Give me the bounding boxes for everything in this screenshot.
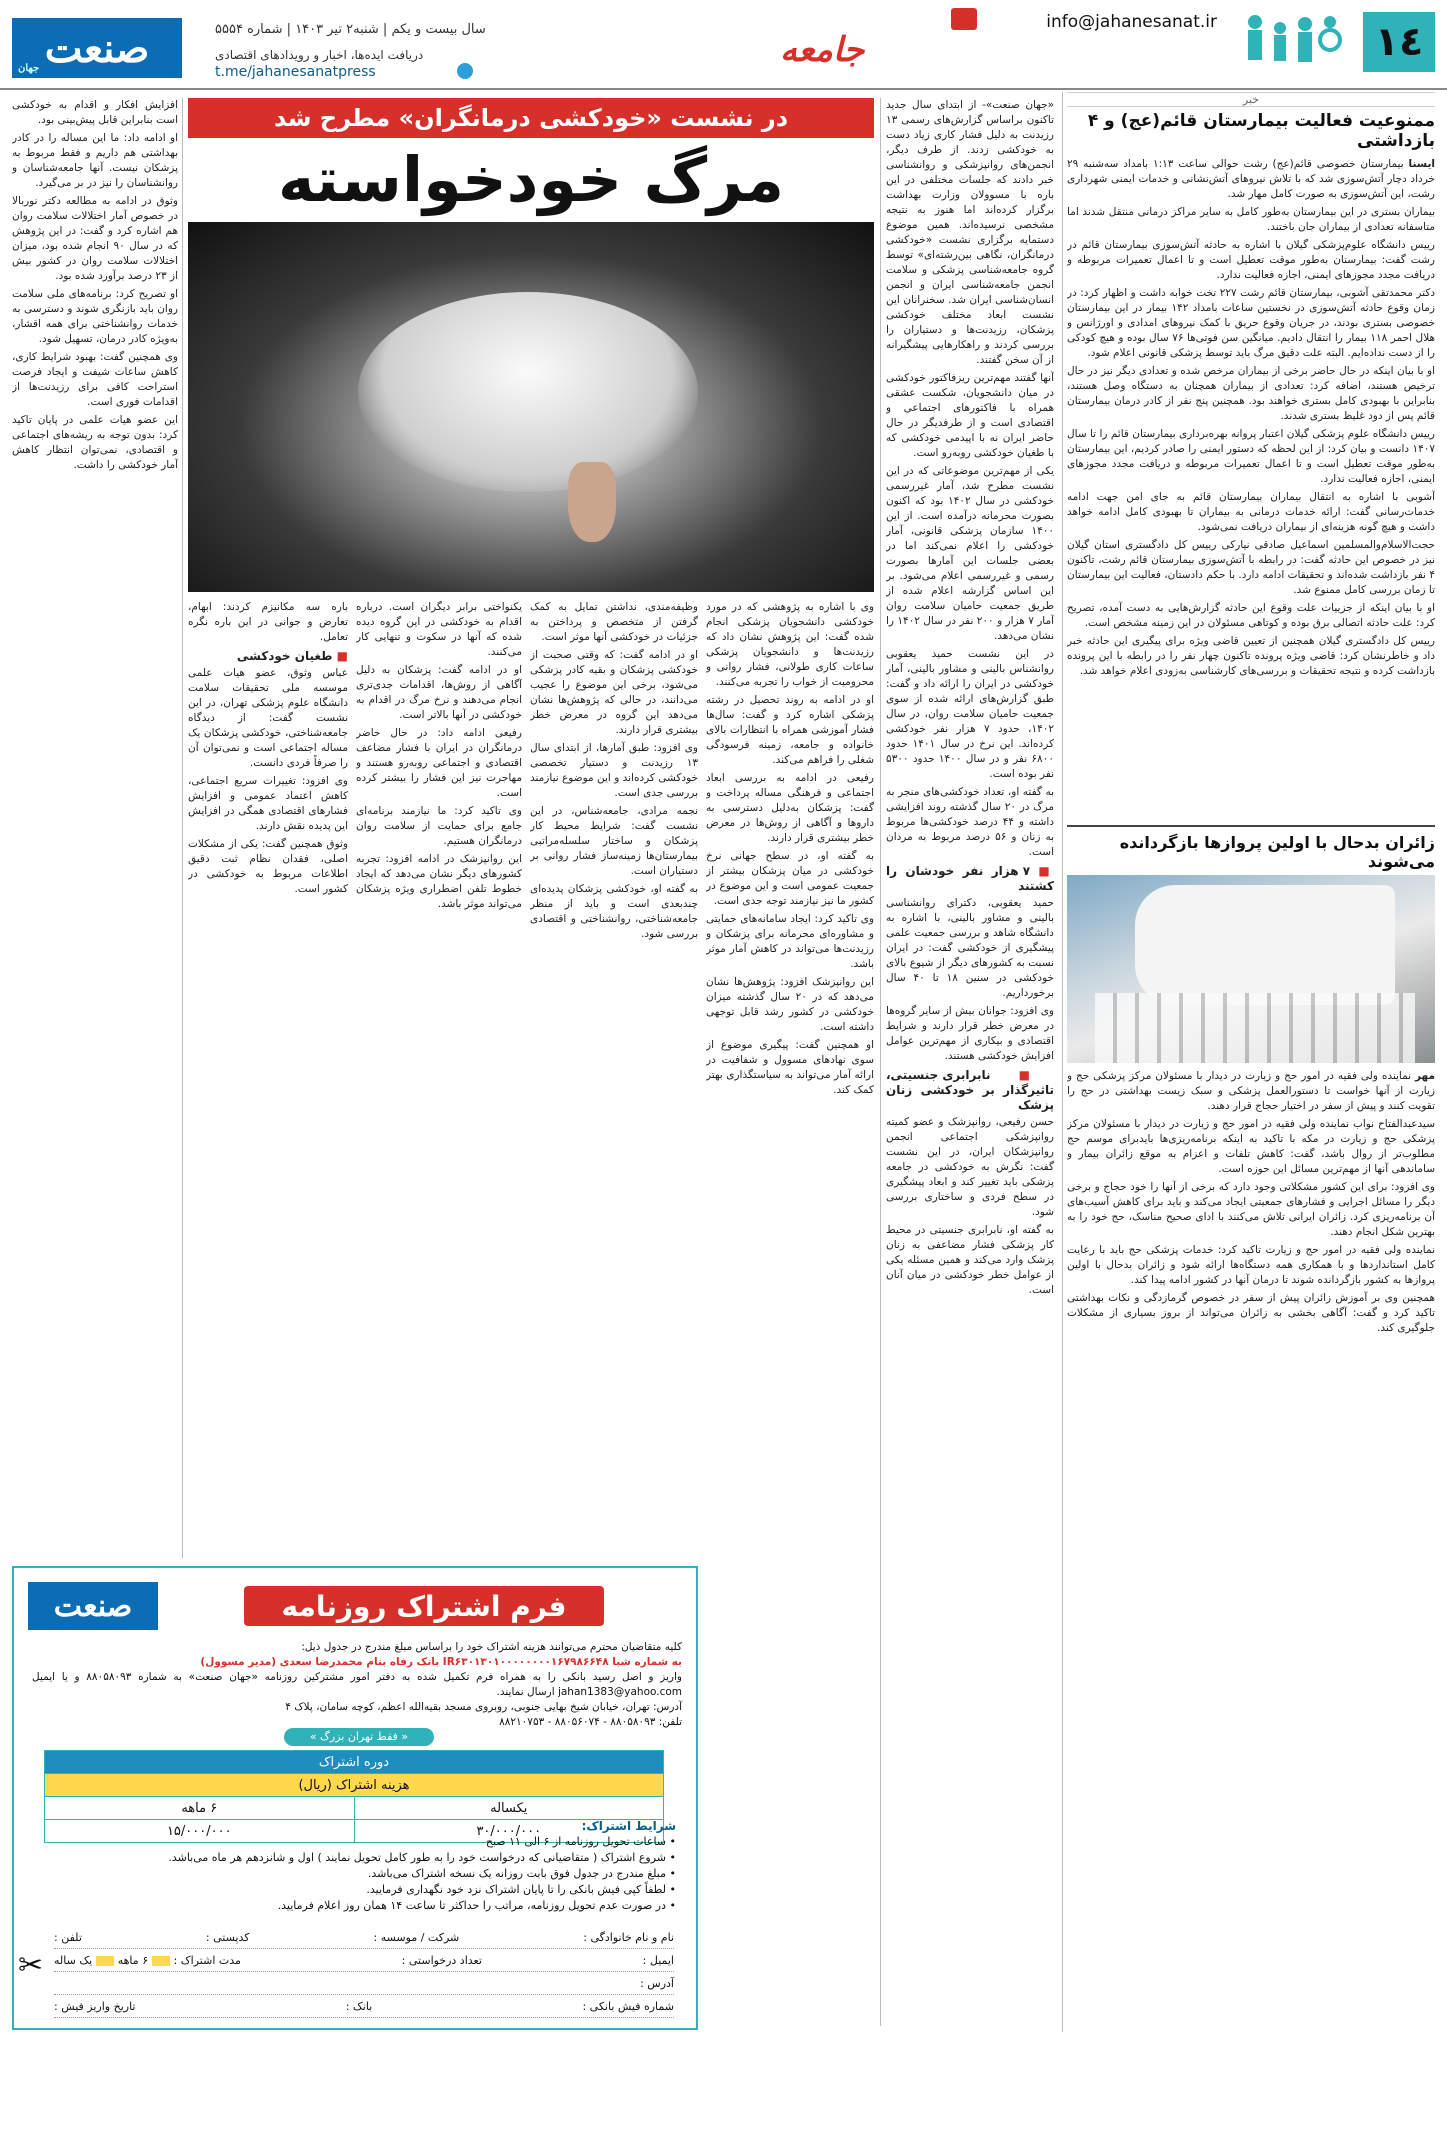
period-field: مدت اشتراک : ۶ ماهه یک ساله [54,1953,241,1967]
issue-line: سال بیست و یکم | شنبه۲ تیر ۱۴۰۳ | شماره ۵۵۵۴ [215,22,486,37]
column-divider [182,98,183,1558]
six-month-checkbox[interactable] [152,1956,170,1966]
price-six: ۱۵/۰۰۰/۰۰۰ [45,1820,355,1843]
price-year: ۳۰/۰۰۰/۰۰۰ [354,1820,664,1843]
story-photo [188,222,874,592]
news1-title: ممنوعیت فعالیت بیمارستان قائم(عج) و ۴ بازداشتی [1087,111,1435,151]
story-kicker: در نشست «خودکشی درمانگران» مطرح شد [188,98,874,138]
column-divider [1062,92,1063,2032]
bank-field[interactable]: بانک : [345,1999,373,2013]
receipt-field[interactable]: شماره فیش بانکی : [582,1999,674,2013]
scissors-icon: ✂ [18,1948,44,1983]
email-field[interactable]: ایمیل : [642,1953,674,1967]
page-header [0,0,1447,90]
news2-body: مهر نماینده ولی فقیه در امور حج و زیارت در دیدار با مسئولان مرکز پزشکی حج و زیارت از آنها خواست تا دستورالعمل پزشکی و سبک زیست بهداشتی در حج را تقویت کنند و پیش از سفر در اختیار حجاج قرار دهند. سیدعبدالفتاح نواب نماینده ولی فقیه در امور حج و زیارت در دیدار با مسئولان مرکز پزشکی حج و زیارت در مکه با تاکید به اینکه برنامه‌ریزی‌ها بایدبرای موسم حج مطلوب‌تر از روال باشد، گفت: کاهش تلفات و اعزام به موقع زائران بیمار و ساماندهی آنها از مهم‌ترین مسائل این حوزه است. وی افزود: برای این کشور مشکلاتی وجود دارد که برخی از آنها را خود حجاج و برخی دیگر را مسائل اجرایی و فشارهای جمعیتی ایجاد می‌کند و باید برای کاهش آسیب‌های آن برنامه‌ریزی کرد. زائران ایرانی تلاش می‌کنند با ادای صحیح مناسک، حج خود را به بهترین شکل انجام دهند. نماینده ولی فقیه در امور حج و زیارت تاکید کرد: خدمات پزشکی حج باید با رعایت کامل استانداردها و با همکاری همه دستگاه‌ها ارائه شود و زائران بدحال با اولین پروازها به کشور بازگردانده شوند تا درمان آنها در کشور ادامه پیدا کند. همچنین وی بر آموزش زائران پیش از سفر در خصوص گرمازدگی و نکات بهداشتی تاکید کرد و گفت: آگاهی بخشی به زائران می‌تواند از بروز بسیاری از مشکلات جلوگیری کند. [1067,1070,1435,1334]
tehran-only-label: « فقط تهران بزرگ » [284,1728,434,1746]
subhead-gender: ■ نابرابری جنسیتی، تاثیرگذار بر خودکشی زنان پزشک [886,1068,1054,1113]
section-title: جامعه [780,30,865,70]
count-field[interactable]: تعداد درخواستی : [401,1953,482,1967]
news1-body: ایسنا بیمارستان خصوصی قائم(عج) رشت حوالی ساعت ۱:۱۳ بامداد سه‌شنبه ۲۹ خرداد دچار آتش‌سوزی شد که با تلاش نیروهای آتش‌نشانی و خدمات ایمنی شهرداری رشت، این آتش‌سوزی به صورت کامل مهار شد. بیماران بستری در این بیمارستان به‌طور کامل به سایر مراکز درمانی منتقل شدند اما متاسفانه تعدادی از بیماران جان باختند. رییس دانشگاه علوم‌پزشکی گیلان با اشاره به حادثه آتش‌سوزی بیمارستان قائم در رشت گفت: بیمارستان به‌طور موقت تعطیل است و تا اعمال تعمیرات مربوطه و دریافت مجدد مجوزهای ایمنی، اجازه فعالیت ندارد. دکتر محمدتقی آشوبی، بیمارستان قائم رشت ۲۲۷ تخت خوابه داشت و اظهار کرد: در زمان وقوع حادثه آتش‌سوزی در نخستین ساعات بامداد ۱۴۲ بیمار در این بیمارستان خصوصی بستری بودند، در جریان وقوع حریق با کمک نیروهای امدادی و اورژانس و هلال احمر ۱۱۸ بیمار را انتقال دادیم. میانگین سن فوتی‌ها ۷۶ سال بوده و هیچ کودکی را از دست نداده‌ایم. البته علت دقیق مرگ باید توسط پزشکی قانونی اعلام شود. او با بیان اینکه در حال حاضر برخی از بیماران مرخص شده و تعدادی دیگر نیز در حال ترخیص هستند، اضافه کرد: تعدادی از بیماران همچنان به دستگاه وصل هستند، بنابراین با بهبودی کامل بستری خواهند بود. همچنین پنج نفر از کادر درمان بیمارستان قائم پس از دود غلیظ بستری شدند. رییس دانشگاه علوم پزشکی گیلان اعتبار پروانه بهره‌برداری بیمارستان قائم را تا سال ۱۴۰۷ دانست و بیان کرد: از این لحظه که دستور ایمنی را صادر کردیم، این بیمارستان به‌طور موقت تعطیل است و تا اعمال تعمیرات مربوطه و دریافت مجدد مجوزهای ایمنی، اجازه فعالیت ندارد. آشوبی با اشاره به انتقال بیماران بیمارستان قائم به جای امن جهت ادامه خدمات‌رسانی گفت: ارائه خدمات درمانی به بیماران تا بهبودی کامل ادامه خواهد داشت و هیچ گونه هزینه‌ای از بیماران دریافت نمی‌شود. حجت‌الاسلام‌والمسلمین اسماعیل صادقی نیارکی رییس کل دادگستری استان گیلان نیز در خصوص این حادثه گفت: در رابطه با آتش‌سوزی بیمارستان قائم رشت، تاکنون ۴ نفر بازداشت شده‌اند و تحقیقات ادامه دارد. با حکم دادستان، فعالیت این بیمارستان تا زمان بررسی کامل ممنوع شد. او با بیان اینکه از جزییات علت وقوع این حادثه گزارش‌هایی به دست آمده، تصریح کرد: علت حادثه اتصالی برق بوده و کوتاهی مسئولان در این زمینه مشخص است. رییس کل دادگستری گیلان همچنین از تعیین قاضی ویژه برای پیگیری این حادثه خبر داد و خاطرنشان کرد: قاضی ویژه پرونده تاکنون چهار نفر را در رابطه با این پرونده بازداشت کرده و نتیجه تحقیقات و بررسی‌های کارشناسی به‌زودی اعلام خواهد شد. [1067,158,1435,677]
phone-field[interactable]: تلفن : [54,1930,82,1944]
postal-code-field[interactable]: کدپستی : [205,1930,250,1944]
period-year: یکساله [354,1797,664,1820]
story-column-4: یکنواختی برابر دیگران است. درباره اقدام به خودکشی در این گروه دیده شده که آنها در سکوت و تنهایی کار می‌کنند. او در ادامه گفت: پزشکان به دلیل آگاهی از روش‌ها، اقدامات جدی‌تری انجام می‌دهند و نرخ مرگ در اقدام به خودکشی در آنها بالاتر است. رفیعی ادامه داد: در حال حاضر درمانگران در ایران با فشار مضاعف اقتصادی و اجتماعی روبه‌رو هستند و مهاجرت نیز این فشار را بیشتر کرده است. وی تاکید کرد: ما نیازمند برنامه‌ای جامع برای حمایت از سلامت روان درمانگران هستیم. این روانپزشک در ادامه افزود: تجربه کشورهای دیگر نشان می‌دهد که ایجاد خطوط تلفن اضطراری ویژه پزشکان می‌تواند موثر باشد. [356,601,522,910]
story-column-5: باره سه مکانیزم کردند: ابهام، تعارض و جوانی در این باره نگره تعامل. ■ طغیان خودکشی عباس وثوق، عضو هیات علمی موسسه ملی تحقیقات سلامت دانشگاه علوم پزشکی تهران، در این نشست گفت: از دیدگاه جامعه‌شناختی، خودکشی پزشکان یک مساله اجتماعی است و نمی‌توان آن را صرفاً فردی دانست. وی افزود: تغییرات سریع اجتماعی، کاهش اعتماد عمومی و افزایش فشارهای اقتصادی همگی در افزایش این پدیده نقش دارند. وثوق همچنین گفت: یکی از مشکلات اصلی، فقدان نظام ثبت دقیق اطلاعات مربوط به خودکشی در کشور است. [188,600,348,1558]
column-divider [880,98,881,2026]
story-column-2: وی با اشاره به پژوهشی که در مورد خودکشی دانشجویان پزشکی انجام شده گفت: این پژوهش نشان داد که رزیدنت‌ها و دانشجویان پزشکی ساعات کاری طولانی، فشار روانی و محرومیت از خواب را تجربه می‌کنند. او در ادامه به روند تحصیل در رشته پزشکی اشاره کرد و گفت: سال‌ها فشار آموزشی همراه با انتظارات بالای خانواده و جامعه، زمینه فرسودگی شغلی را فراهم می‌کند. رفیعی در ادامه به بررسی ابعاد اجتماعی و فرهنگی مساله پرداخت و گفت: پزشکان به‌دلیل دسترسی به داروها و آگاهی از روش‌ها در معرض خطر بیشتری قرار دارند. به گفته او، در سطح جهانی نرخ خودکشی در میان پزشکان بیشتر از جمعیت عمومی است و این موضوع در کشور ما نیز نیازمند توجه جدی است. وی تاکید کرد: ایجاد سامانه‌های حمایتی و مشاوره‌ای محرمانه برای پزشکان و رزیدنت‌ها می‌تواند در کاهش آمار موثر باشد. این روانپزشک افزود: پژوهش‌ها نشان می‌دهد که در ۲۰ سال گذشته میزان خودکشی در کشور رشد قابل توجهی داشته است. او همچنین گفت: پیگیری موضوع از سوی نهادهای مسوول و شفافیت در ارائه آمار می‌تواند به سیاستگذاری بهتر کمک کند. [706,601,874,1096]
news2-title: زائران بدحال با اولین پروازها بازگردانده می‌شوند [1067,825,1435,871]
news-column [1067,92,1435,2082]
telegram-icon [457,63,473,79]
story-column-3: وظیفه‌مندی، نداشتن تمایل به کمک گرفتن از متخصص و پرداختن به جزئیات در خودکشی آنها موثر است. او در ادامه گفت: که وقتی صحبت از خودکشی پزشکان و بقیه کادر پزشکی می‌شود، برخی این موضوع را عجیب می‌دانند، در حالی که پژوهش‌ها نشان می‌دهد این گروه در معرض خطر بیشتری قرار دارند. وی افزود: طبق آمارها، از ابتدای سال ۱۳ رزیدنت و دستیار تخصصی خودکشی کرده‌اند و این موضوع نیازمند بررسی جدی است. نجمه مرادی، جامعه‌شناس، در این نشست گفت: شرایط محیط کار پزشکان و ساختار سلسله‌مراتبی بیمارستان‌ها زمینه‌ساز فشار روانی بر دستیاران است. به گفته او، خودکشی پزشکان پدیده‌ای چندبعدی است و باید از منظر جامعه‌شناختی، روانشناختی و اقتصادی بررسی شود. [530,601,698,940]
company-field[interactable]: شرکت / موسسه : [373,1930,460,1944]
one-year-checkbox[interactable] [96,1956,114,1966]
story-column-1: «جهان صنعت»- از ابتدای سال جدید تاکنون براساس گزارش‌های رسمی ۱۳ رزیدنت به دلیل فشار کاری زیاد دست به خودکشی زدند. از طرف دیگر، انجمن‌های روانپزشکی و روانشناسی خبر دادند که جلسات مختلفی در این باره با مسوولان وزارت بهداشت برگزار کرده‌اند اما هنوز به نتیجه مشخصی نرسیده‌اند. همین موضوع دستمایه برگزاری نشست «خودکشی درمانگران، نگاهی بین‌رشته‌ای» توسط گروه جامعه‌شناسی پزشکی و سلامت انجمن جامعه‌شناسی ایران و انجمن انسان‌شناسی ایران شد. سخنرانان این نشست ابعاد مختلف خودکشی پزشکان، رزیدنت‌ها و دستیاران را بررسی کردند و راهکارهایی پیشگیرانه از آن سخن گفتند. آنها گفتند مهم‌ترین ریزفاکتور خودکشی در میان دانشجویان، شکست عشقی همراه با فاکتورهای اجتماعی و اقتصادی است و از طرفدیگر در حال حاضر ایران نه با اپیدمی خودکشی که با طغیان خودکشی روبه‌رو است. یکی از مهم‌ترین موضوعاتی که در این نشست مطرح شد، آمار غیررسمی خودکشی در سال ۱۴۰۲ بود که اکنون بصورت محرمانه درآمده است. از این ۱۴۰۰ سازمان پزشکی قانونی، آمار خودکشی را اعلام نمی‌کند اما در بعضی جلسات این آمارها بصورت رسمی و غیررسمی اعلام می‌شود. بر این اساس گزارشه اعلام شده از طریق جمعیت حامیان سلامت روان آمار ۷ هزار و ۲۰۰ نفر در سال ۱۴۰۲ را نشان می‌دهد. در این نشست حمید یعقوبی روانشناس بالینی و مشاور بالینی، آمار خودکشی در ایران را ارائه داد و گفت: طبق گزارش‌های ارائه شده از سوی جمعیت حامیان سلامت روان، در سال ۱۴۰۲، حدود ۷ هزار نفر خودکشی کرده‌اند. این نرخ در سال ۱۴۰۱ حدود ۶۸۰۰ نفر و در سال ۱۴۰۰ حدود ۵۳۰۰ نفر بوده است. به گفته او، تعداد خودکشی‌های منجر به مرگ در ۲۰ سال گذشته روند افزایشی داشته و ۴۴ درصد خودکشی‌ها مربوط به زنان و ۵۶ درصد مربوط به مردان است. ■ ۷ هزار نفر خودشان را کشتند حمید یعقوبی، دکترای روانشناسی بالینی و مشاور بالینی، با اشاره به دانشگاه شاهد و بررسی جمعیت علمی پیشگیری از خودکشی گفت: در ایران نسبت به کشورهای دیگر از شیوع بالای خودکشی در سنین ۱۸ تا ۴۰ سال برخورداریم. وی افزود: جوانان بیش از سایر گروه‌ها در معرض خطر قرار دارند و شرایط اقتصادی و بیکاری از مهم‌ترین عوامل افزایش خودکشی هستند. ■ نابرابری جنسیتی، تاثیرگذار بر خودکشی زنان پزشک حسن رفیعی، روانپزشک و عضو کمیته روانپزشکی اجتماعی انجمن روانپزشکان ایران، در این نشست گفت: نگرش به خودکشی در جامعه پزشکی باید تغییر کند و ابعاد پیشگیری در سطح فردی و ساختاری بررسی شود. به گفته او، نابرابری جنسیتی در محیط کار پزشکی فشار مضاعفی به زنان پزشک وارد می‌کند و همین مسئله یکی از عوامل خطر خودکشی در میان آنان است. [886,98,1054,2026]
story-headline: مرگ خودخواسته [277,143,785,216]
contact-email[interactable]: info@jahanesanat.ir [1046,12,1217,32]
masthead-logo: صنعت جهان [12,18,182,78]
form-title: فرم اشتراک روزنامه [244,1586,604,1626]
period-six: ۶ ماهه [45,1797,355,1820]
form-intro: کلیه متقاضیان محترم می‌توانند هزینه اشتراک خود را براساس مبلغ مندرج در جدول ذیل: به شماره شبا IR۶۳۰۱۳۰۱۰۰۰۰۰۰۰۰۱۶۷۹۸۶۶۴۸ بانک رفاه بنام محمدرضا سعدی (مدیر مسوول) واریز و اصل رسید بانکی را به همراه فرم تکمیل شده به دفتر امور مشترکین روزنامه «جهان صنعت» به شماره ۸۸۰۵۸۰۹۳ و یا ایمیل jahan1383@yahoo.com ارسال نمایند. آدرس: تهران، خیابان شیخ بهایی جنوبی، روبروی مسجد بقیه‌الله اعظم، کوچه سامان، پلاک ۴ تلفن: ۸۸۰۵۸۰۹۳ - ۸۸۰۵۶۰۷۴ - ۸۸۲۱۰۷۵۳ [32,1641,682,1728]
subscription-form [12,1566,698,2030]
subhead-7000: ■ ۷ هزار نفر خودشان را کشتند [886,864,1054,894]
subscription-terms: شرایط اشتراک: • ساعات تحویل روزنامه از ۶ الی ۱۱ صبح • شروع اشتراک ( متقاضیانی که درخواست خود را به طور کامل تحویل نمایند ) اول و شانزدهم هر ماه می‌باشد. • مبلغ مندرج در جدول فوق بابت روزانه یک نسخه اشتراک می‌باشد. • لطفاً کپی فیش بانکی را تا پایان اشتراک نزد خود نگهداری فرمایید. • در صورت عدم تحویل روزنامه، مراتب را حداکثر تا ساعت ۱۴ همان روز اعلام فرمایید. [168,1819,676,1912]
name-field[interactable]: نام و نام خانوادگی : [583,1930,674,1944]
header-tagline: دریافت ایده‌ها، اخبار و رویدادهای اقتصادی [215,48,424,62]
page-number: ١٤ [1363,12,1435,72]
deposit-date-field[interactable]: تاریخ واریز فیش : [54,1999,136,2013]
form-fields [54,1926,674,2018]
news-column-label: خبر [1067,92,1435,107]
address-field[interactable]: آدرس : [640,1976,674,1990]
story-column-6: افزایش افکار و اقدام به خودکشی است بنابراین قابل پیش‌بینی بود. او ادامه داد: ما این مساله را در کادر بهداشتی هم داریم و فقط مربوط به پزشکان نیست. آنها جامعه‌شناسان و روانشناسان را نیز در بر می‌گیرد. وثوق در ادامه به مطالعه دکتر نوربالا در خصوص آمار اختلالات سلامت روان هم اشاره کرد و گفت: در این پژوهش که در سال ۹۰ انجام شده بود، میزان اختلالات سلامت روان در کشور بیش از ۲۳ درصد برآورد شده بود. او تصریح کرد: برنامه‌های ملی سلامت روان باید بازنگری شوند و دسترسی به خدمات روانشناختی برای همه اقشار، به‌ویژه کادر درمان، تسهیل شود. وی همچنین گفت: بهبود شرایط کاری، کاهش ساعات شیفت و ایجاد فرصت استراحت کافی برای رزیدنت‌ها از اقدامات فوری است. این عضو هیات علمی در پایان تاکید کرد: بدون توجه به ریشه‌های اجتماعی و اقتصادی، نمی‌توان انتظار کاهش آمار خودکشی را داشت. [12,99,178,471]
telegram-link[interactable]: t.me/jahanesanatpress [215,64,376,80]
family-icon [1235,10,1355,76]
envelope-icon [951,8,977,30]
form-logo: صنعت [28,1582,158,1630]
subhead-surge: ■ طغیان خودکشی [188,649,348,664]
pilgrims-photo [1067,875,1435,1063]
price-table: دوره اشتراک هزینه اشتراک (ریال) یکساله ۶ ماهه ۳۰/۰۰۰/۰۰۰ ۱۵/۰۰۰/۰۰۰ [44,1750,664,1843]
